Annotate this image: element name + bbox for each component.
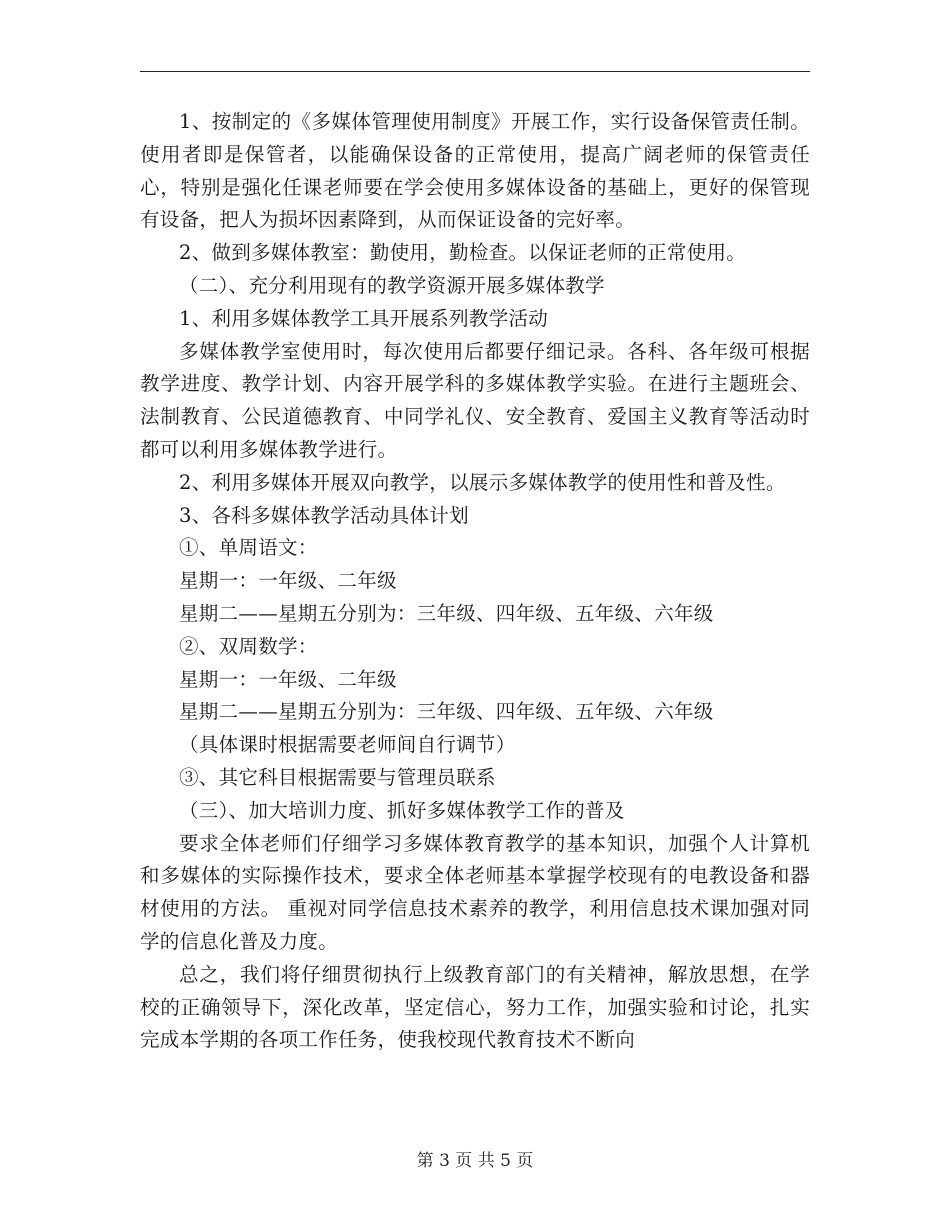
list-item-monday-grades: 星期一：一年级、二年级 [179,569,397,593]
list-item-double-week-math: ②、双周数学： [179,634,318,658]
paragraph-training: 要求全体老师们仔细学习多媒体教育教学的基本知识，加强个人计算机和多媒体的实际操作技术，要求全体老师基本掌握学校现有的电教设备和器材使用的方法。 重视对同学信息技术素养的教学，利用信息技术课加强对同学的信息化普及力度。 [140,831,810,953]
paragraph-two-way-teaching: 2、利用多媒体开展双向教学，以展示多媒体教学的使用性和普及性。 [179,470,786,494]
header-rule [140,71,810,72]
paragraph-conclusion: 总之，我们将仔细贯彻执行上级教育部门的有关精神，解放思想，在学校的正确领导下，深化改革，坚定信心，努力工作，加强实验和讨论，扎实完成本学期的各项工作任务，使我校现代教育技术不断向 [140,962,810,1052]
subheading-activity-plan: 3、各科多媒体教学活动具体计划 [179,503,469,527]
list-item-other-subjects: ③、其它科目根据需要与管理员联系 [179,765,496,789]
page-number: 第 3 页 共 5 页 [416,1151,534,1171]
section-heading-3: （三）、加大培训力度、抓好多媒体教学工作的普及 [179,798,625,822]
subheading-teaching-tools: 1、利用多媒体教学工具开展系列教学活动 [179,306,549,330]
section-heading-2: （二）、充分利用现有的教学资源开展多媒体教学 [179,273,605,297]
list-item-tue-fri-grades: 星期二——星期五分别为：三年级、四年级、五年级、六年级 [179,601,714,625]
paragraph-equipment-responsibility: 1、按制定的《多媒体管理使用制度》开展工作，实行设备保管责任制。使用者即是保管者，以能确保设备的正常使用，提高广阔老师的保管责任心，特别是强化任课老师要在学会使用多媒体设备的基础上，更好的保管现有设备，把人为损坏因素降到，从而保证设备的完好率。 [140,110,810,232]
note-class-hours: （具体课时根据需要老师间自行调节） [179,733,516,757]
list-item-monday-grades-math: 星期一：一年级、二年级 [179,667,397,691]
list-item-single-week-chinese: ①、单周语文： [179,536,318,560]
document-body [140,106,810,1057]
paragraph-classroom-usage: 2、做到多媒体教室：勤使用，勤检查。以保证老师的正常使用。 [179,241,747,265]
list-item-tue-fri-grades-math: 星期二——星期五分别为：三年级、四年级、五年级、六年级 [179,700,714,724]
paragraph-classroom-records: 多媒体教学室使用时，每次使用后都要仔细记录。各科、各年级可根据教学进度、教学计划、内容开展学科的多媒体教学实验。在进行主题班会、法制教育、公民道德教育、中同学礼仪、安全教育、爱国主义教育等活动时都可以利用多媒体教学进行。 [140,339,810,461]
